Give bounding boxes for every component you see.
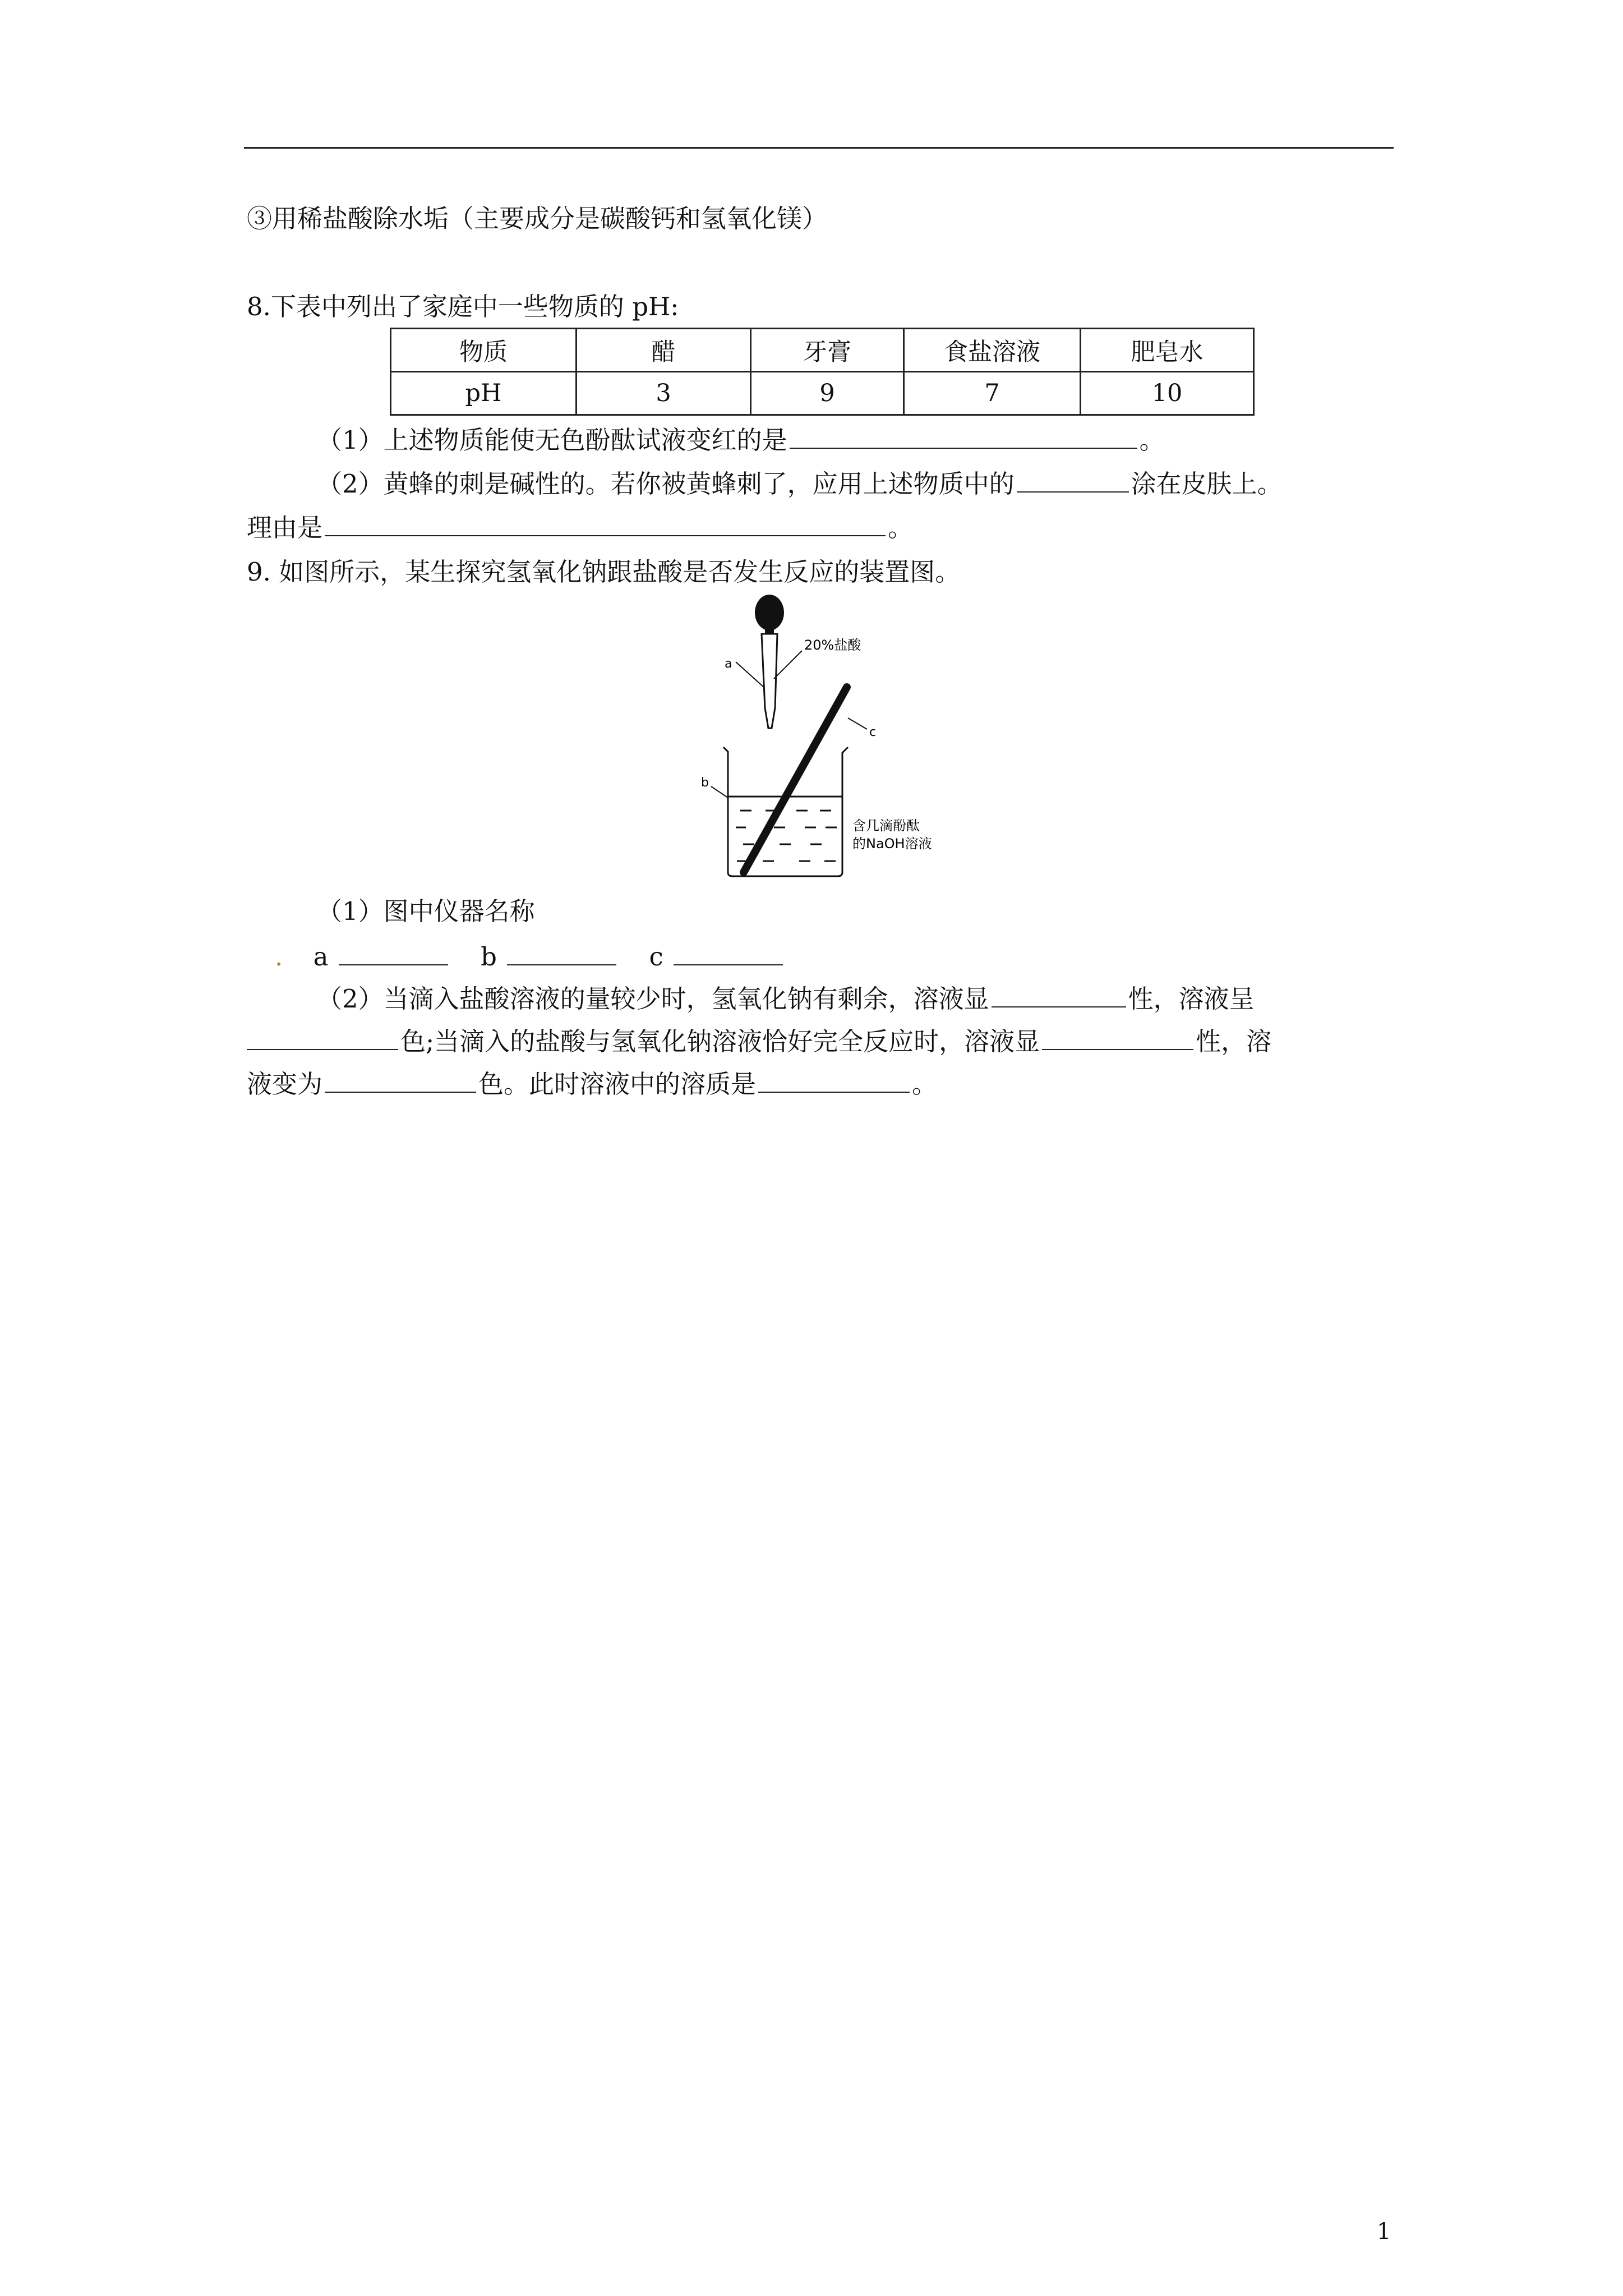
table-header-cell: 物质 (391, 329, 577, 372)
page-number: 1 (1377, 2219, 1391, 2244)
label-b: b (701, 776, 709, 790)
answer-blank-c[interactable] (674, 940, 783, 965)
table-cell: 9 (751, 372, 904, 415)
question-9-part-2-line-2 (247, 1024, 1271, 1059)
instrument-label-a: a (313, 942, 329, 972)
instrument-blanks (275, 940, 785, 974)
label-acid: 20%盐酸 (804, 637, 861, 653)
q8-part2-after: 涂在皮肤上。 (1131, 469, 1283, 499)
instrument-label-c: c (649, 942, 663, 972)
dropper (755, 595, 784, 728)
q8-reason-text: 理由是 (247, 513, 323, 542)
q9-part2-line2-mid2: 性，溶 (1196, 1027, 1272, 1056)
ph-table-header-row (391, 329, 1254, 372)
q9-part2-start: （2）当滴入盐酸溶液的量较少时，氢氧化钠有剩余，溶液显 (317, 984, 989, 1014)
table-header-cell: 醋 (577, 329, 751, 372)
question-9-part-2-line-1 (317, 982, 1255, 1016)
dropper-bulb (755, 595, 784, 631)
question-8-title: 8.下表中列出了家庭中一些物质的 pH: (247, 292, 679, 321)
intro-item: ③用稀盐酸除水垢（主要成分是碳酸钙和氢氧化镁） (247, 204, 828, 233)
label-c: c (869, 725, 877, 739)
table-header-cell: 肥皂水 (1081, 329, 1254, 372)
answer-blank[interactable] (247, 1024, 398, 1050)
q9-part2-line3-start: 液变为 (247, 1069, 323, 1099)
apparatus-diagram (690, 589, 948, 881)
beaker-wall (723, 747, 848, 876)
question-9-part-2-line-3 (247, 1067, 937, 1101)
table-header-cell: 牙膏 (751, 329, 904, 372)
q9-part2-line2-mid1: 色;当滴入的盐酸与氢氧化钠溶液恰好完全反应时，溶液显 (400, 1027, 1040, 1056)
answer-blank[interactable] (1017, 467, 1129, 493)
table-cell: pH (391, 372, 577, 415)
answer-blank[interactable] (325, 1067, 476, 1093)
ph-table (390, 328, 1255, 416)
q8-part1-end: 。 (1139, 425, 1165, 455)
q9-part2-mid: 性，溶液呈 (1128, 984, 1255, 1014)
answer-blank-b[interactable] (507, 940, 616, 965)
q8-part1-text: （1）上述物质能使无色酚酞试液变红的是 (317, 425, 787, 455)
leader-line-b (711, 786, 728, 798)
answer-blank[interactable] (325, 510, 886, 536)
question-8-part-1 (317, 423, 1165, 457)
question-8-reason (247, 510, 913, 545)
q9-part2-line3-end: 。 (912, 1069, 938, 1099)
table-header-cell: 食盐溶液 (904, 329, 1081, 372)
glass-rod (744, 687, 847, 872)
question-9-part-1: （1）图中仪器名称 (317, 896, 535, 926)
label-a: a (725, 657, 732, 671)
q8-reason-end: 。 (888, 513, 914, 542)
leader-line-c (848, 718, 867, 729)
question-8-part-2 (317, 467, 1283, 501)
instrument-label-b: b (481, 942, 497, 972)
leader-line-a (736, 662, 764, 687)
answer-blank[interactable] (758, 1067, 910, 1093)
leader-line-acid (774, 651, 802, 679)
label-solution-line-2: 的NaOH溶液 (852, 836, 932, 852)
dot-mark: . (275, 942, 283, 972)
table-cell: 3 (577, 372, 751, 415)
answer-blank[interactable] (1042, 1024, 1193, 1050)
q9-part2-line3-mid: 色。此时溶液中的溶质是 (478, 1069, 757, 1099)
label-solution-line-1: 含几滴酚酞 (852, 818, 920, 834)
answer-blank[interactable] (992, 982, 1126, 1007)
table-cell: 10 (1081, 372, 1254, 415)
answer-blank-a[interactable] (339, 940, 448, 965)
answer-blank[interactable] (790, 423, 1137, 449)
header-rule (244, 147, 1394, 149)
dropper-tube (762, 634, 777, 728)
q8-part2-text: （2）黄蜂的刺是碱性的。若你被黄蜂刺了，应用上述物质中的 (317, 469, 1015, 499)
beaker (723, 747, 848, 876)
question-9-title: 9. 如图所示，某生探究氢氧化钠跟盐酸是否发生反应的装置图。 (247, 557, 961, 587)
ph-table-value-row (391, 372, 1254, 415)
table-cell: 7 (904, 372, 1081, 415)
